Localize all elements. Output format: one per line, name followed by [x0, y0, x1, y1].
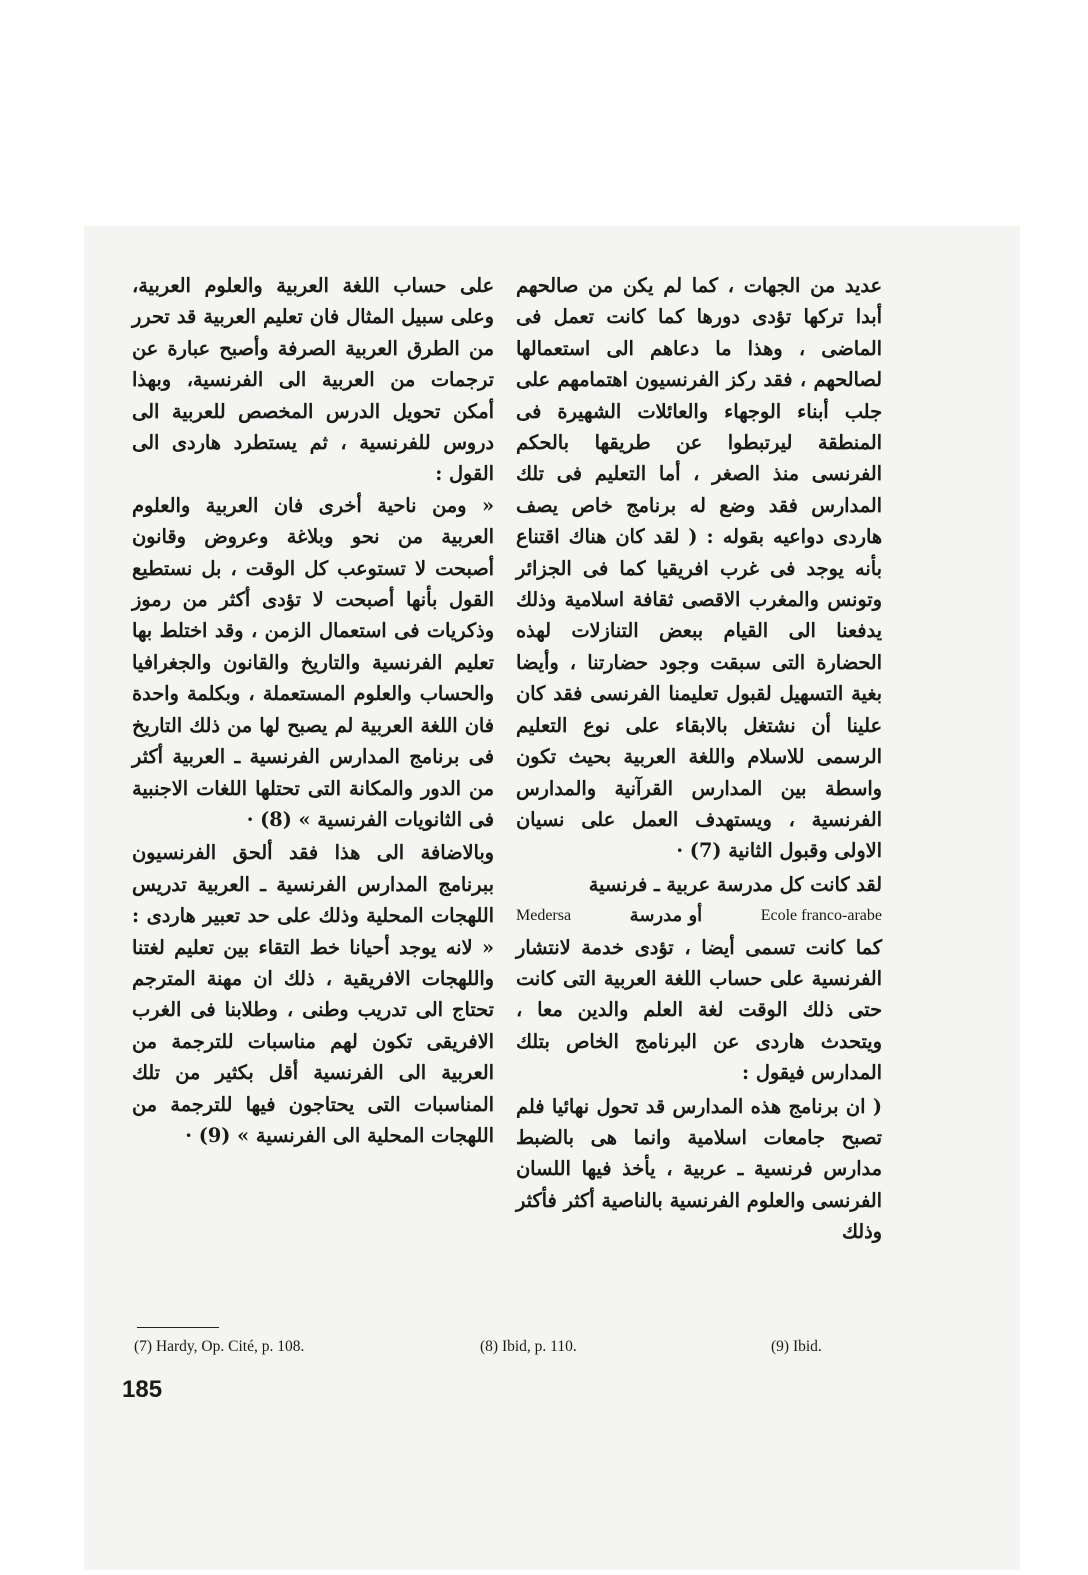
paragraph: كما كانت تسمى أيضا ، تؤدى خدمة لانتشار الفرنسية على حساب اللغة العربية التى كانت حتى ذلك الوقت لغة العلم والدين معا ، ويتحدث هاردى عن البرنامج الخاص بتلك المدارس فيقول :	[516, 935, 882, 1085]
paragraph: عديد من الجهات ، كما لم يكن من صالحهم أبدا تركها تؤدى دورها كما كانت تعمل فى الماضى ، وهذا ما دعاهم الى استعمالها لصالحهم ، فقد ركز الفرنسيون اهتمامهم على جلب أبناء الوجهاء والعائلات الشهيرة فى المنطقة ليرتبطوا عن طريقها بالحكم الفرنسى منذ الصغر ، أما التعليم فى تلك المدارس فقد وضع له برنامج خاص يصف هاردى دواعيه بقوله : ( لقد كان هناك اقتناع بأنه يوجد فى غرب افريقيا كما فى الجزائر وتونس والمغرب الاقصى ثقافة اسلامية وذلك يدفعنا الى القيام ببعض التنازلات لهذه الحضارة التى سبقت وجود حضارتنا ، وأيضا بغية التسهيل لقبول تعليمنا الفرنسى فقد كان علينا أن نشتغل بالابقاء على نوع التعليم الرسمى للاسلام واللغة العربية بحيث تكون واسطة بين المدارس القرآنية والمدارس الفرنسية ، ويستهدف العمل على نسيان الاولى وقبول الثانية (7) ·	[516, 274, 882, 863]
paragraph: لقد كانت كل مدرسة عربية ـ فرنسية	[588, 872, 882, 896]
footnote-rule	[137, 1327, 219, 1328]
left-column	[132, 270, 494, 1151]
latin-terms-line	[516, 900, 882, 931]
paragraph: على حساب اللغة العربية والعلوم العربية، وعلى سبيل المثال فان تعليم العربية قد تحرر من الطرق العربية الصرفة وأصبح عبارة عن ترجمات من العربية الى الفرنسية، وبهذا أمكن تحويل الدرس المخصص للعربية الى دروس للفرنسية ، ثم يستطرد هاردى الى القول :	[132, 274, 494, 486]
paragraph: وبالاضافة الى هذا فقد ألحق الفرنسيون ببرنامج المدارس الفرنسية ـ العربية تدريس اللهجات المحلية وذلك على حد تعبير هاردى : « لانه يوجد أحيانا خط التقاء بين تعليم لغتنا واللهجات الافريقية ، ذلك ان مهنة المترجم تحتاج الى تدريب وطنى ، وطلابنا فى الغرب الافريقى تكون لهم مناسبات للترجمة من العربية الى الفرنسية أقل بكثير من تلك المناسبات التى يحتاجون فيها للترجمة من اللهجات المحلية الى الفرنسية » (9) ·	[132, 841, 494, 1147]
right-column	[516, 270, 882, 1248]
footnote-7: (7) Hardy, Op. Cité, p. 108.	[134, 1338, 305, 1355]
quote-paragraph: « ومن ناحية أخرى فان العربية والعلوم العربية من نحو وبلاغة وعروض وقانون أصبحت لا تستوعب كل الوقت ، بل نستطيع القول بأنها أصبحت لا تؤدى أكثر من رموز وذكريات فى استعمال الزمن ، وقد اختلط بها تعليم الفرنسية والتاريخ والقانون والجغرافيا والحساب والعلوم المستعملة ، وبكلمة واحدة فان اللغة العربية لم يصبح لها من ذلك التاريخ فى برنامج المدارس الفرنسية ـ العربية أكثر من الدور والمكانة التى تحتلها اللغات الاجنبية فى الثانويات الفرنسية » (8) ·	[132, 493, 494, 831]
term-or-madrasa: أو مدرسة	[629, 905, 703, 927]
footnote-8: (8) Ibid, p. 110.	[480, 1338, 577, 1355]
paragraph: ( ان برنامج هذه المدارس قد تحول نهائيا فلم تصبح جامعات اسلامية وانما هى بالضبط مدارس فرنسية ـ عربية ، يأخذ فيها اللسان الفرنسى والعلوم الفرنسية بالناصية أكثر فأكثر وذلك	[516, 1094, 882, 1244]
page-number: 185	[122, 1376, 163, 1403]
term-ecole-franco-arabe: Ecole franco-arabe	[760, 907, 882, 925]
term-medersa: Medersa	[516, 907, 572, 925]
footnote-9: (9) Ibid.	[771, 1338, 822, 1355]
